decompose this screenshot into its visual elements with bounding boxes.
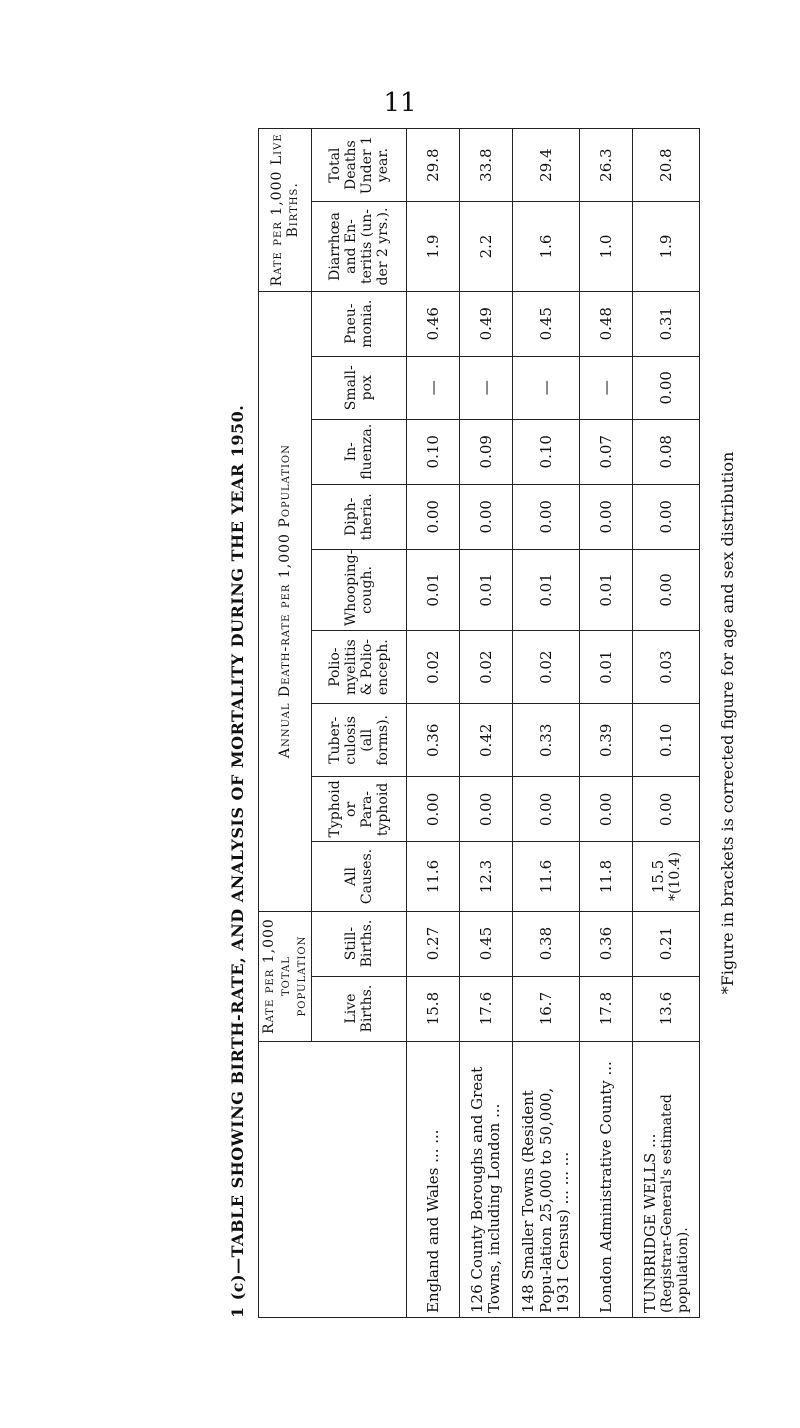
cell-tuberculosis: 0.36 <box>407 704 460 777</box>
col-tuberculosis: Tuber-culosis (all forms). <box>312 704 407 777</box>
cell-smallpox: — <box>460 356 513 419</box>
cell-tuberculosis: 0.33 <box>513 704 580 777</box>
footnote: *Figure in brackets is corrected figure for age and sex distribution <box>718 451 737 995</box>
cell-polio: 0.02 <box>513 631 580 704</box>
cell-whooping-cough: 0.00 <box>633 549 700 630</box>
cell-typhoid: 0.00 <box>580 777 633 842</box>
area-header <box>259 1041 407 1317</box>
cell-still-births: 0.45 <box>460 911 513 976</box>
row-area: England and Wales ... ... <box>407 1041 460 1317</box>
col-pneumonia: Pneu-monia. <box>312 291 407 356</box>
cell-polio: 0.02 <box>407 631 460 704</box>
col-influenza: In-fluenza. <box>312 419 407 484</box>
cell-still-births: 0.38 <box>513 911 580 976</box>
row-area: 126 County Boroughs and Great Towns, including London ... <box>460 1041 513 1317</box>
cell-diarrhoea: 1.6 <box>513 202 580 291</box>
row-area-note: (Registrar-General's estimated population). <box>658 1094 691 1313</box>
col-polio: Polio-myelitis & Polio-enceph. <box>312 631 407 704</box>
cell-pneumonia: 0.46 <box>407 291 460 356</box>
cell-all-causes-value: 15.5 <box>649 859 668 894</box>
group-annual-death-rate: Annual Death-rate per 1,000 Population <box>259 291 312 911</box>
cell-smallpox: — <box>407 356 460 419</box>
cell-tuberculosis: 0.42 <box>460 704 513 777</box>
cell-infant-deaths: 33.8 <box>460 129 513 202</box>
group-total-population: Rate per 1,000 total population <box>259 911 312 1041</box>
page-number: 11 <box>383 88 417 118</box>
cell-smallpox: — <box>580 356 633 419</box>
table-row <box>580 129 633 1318</box>
cell-tuberculosis: 0.39 <box>580 704 633 777</box>
cell-pneumonia: 0.48 <box>580 291 633 356</box>
cell-diphtheria: 0.00 <box>513 484 580 549</box>
cell-infant-deaths: 26.3 <box>580 129 633 202</box>
col-whooping-cough: Whooping-cough. <box>312 549 407 630</box>
row-area: London Administrative County ... <box>580 1041 633 1317</box>
col-diphtheria: Diph-theria. <box>312 484 407 549</box>
cell-pneumonia: 0.49 <box>460 291 513 356</box>
cell-live-births: 15.8 <box>407 976 460 1041</box>
cell-diphtheria: 0.00 <box>407 484 460 549</box>
cell-typhoid: 0.00 <box>407 777 460 842</box>
cell-still-births: 0.27 <box>407 911 460 976</box>
row-area-name: TUNBRIDGE WELLS ... <box>640 1133 659 1313</box>
cell-all-causes <box>633 842 700 911</box>
cell-typhoid: 0.00 <box>460 777 513 842</box>
col-live-births: Live Births. <box>312 976 407 1041</box>
cell-live-births: 17.8 <box>580 976 633 1041</box>
cell-live-births: 17.6 <box>460 976 513 1041</box>
cell-still-births: 0.36 <box>580 911 633 976</box>
cell-pneumonia: 0.31 <box>633 291 700 356</box>
row-area <box>633 1041 700 1317</box>
col-infant-deaths: Total Deaths Under 1 year. <box>312 129 407 202</box>
cell-diarrhoea: 1.9 <box>633 202 700 291</box>
cell-influenza: 0.10 <box>407 419 460 484</box>
col-smallpox: Small-pox <box>312 356 407 419</box>
cell-polio: 0.01 <box>580 631 633 704</box>
cell-whooping-cough: 0.01 <box>580 549 633 630</box>
table-row <box>513 129 580 1318</box>
cell-diphtheria: 0.00 <box>633 484 700 549</box>
cell-influenza: 0.08 <box>633 419 700 484</box>
cell-diarrhoea: 2.2 <box>460 202 513 291</box>
cell-all-causes: 11.8 <box>580 842 633 911</box>
cell-infant-deaths: 29.4 <box>513 129 580 202</box>
cell-whooping-cough: 0.01 <box>513 549 580 630</box>
cell-smallpox: — <box>513 356 580 419</box>
group-live-births: Rate per 1,000 Live Births. <box>259 129 312 292</box>
cell-diarrhoea: 1.9 <box>407 202 460 291</box>
cell-diphtheria: 0.00 <box>580 484 633 549</box>
cell-all-causes: 11.6 <box>407 842 460 911</box>
col-all-causes: All Causes. <box>312 842 407 911</box>
col-typhoid: Typhoid or Para-typhoid <box>312 777 407 842</box>
row-area: 148 Smaller Towns (Resident Popu-lation 25,000 to 50,000, 1931 Census) ... ... ... <box>513 1041 580 1317</box>
cell-live-births: 16.7 <box>513 976 580 1041</box>
cell-whooping-cough: 0.01 <box>407 549 460 630</box>
table-row <box>460 129 513 1318</box>
cell-infant-deaths: 29.8 <box>407 129 460 202</box>
cell-tuberculosis: 0.10 <box>633 704 700 777</box>
cell-smallpox: 0.00 <box>633 356 700 419</box>
cell-diarrhoea: 1.0 <box>580 202 633 291</box>
cell-diphtheria: 0.00 <box>460 484 513 549</box>
cell-pneumonia: 0.45 <box>513 291 580 356</box>
cell-typhoid: 0.00 <box>633 777 700 842</box>
col-diarrhoea: Diarrhœa and En-teritis (un-der 2 yrs.). <box>312 202 407 291</box>
cell-all-causes: 12.3 <box>460 842 513 911</box>
cell-still-births: 0.21 <box>633 911 700 976</box>
cell-typhoid: 0.00 <box>513 777 580 842</box>
table-row <box>633 129 700 1318</box>
cell-polio: 0.03 <box>633 631 700 704</box>
cell-influenza: 0.07 <box>580 419 633 484</box>
cell-live-births: 13.6 <box>633 976 700 1041</box>
cell-infant-deaths: 20.8 <box>633 129 700 202</box>
table-row <box>407 129 460 1318</box>
cell-polio: 0.02 <box>460 631 513 704</box>
cell-whooping-cough: 0.01 <box>460 549 513 630</box>
cell-all-causes: 11.6 <box>513 842 580 911</box>
rotated-table-stage <box>218 128 778 1318</box>
table-title: 1 (c)—TABLE SHOWING BIRTH-RATE, AND ANALYSIS OF MORTALITY DURING THE YEAR 1950. <box>228 404 247 1318</box>
cell-all-causes-corrected: *(10.4) <box>667 851 684 902</box>
cell-influenza: 0.09 <box>460 419 513 484</box>
cell-influenza: 0.10 <box>513 419 580 484</box>
col-still-births: Still-Births. <box>312 911 407 976</box>
mortality-table <box>258 128 700 1318</box>
